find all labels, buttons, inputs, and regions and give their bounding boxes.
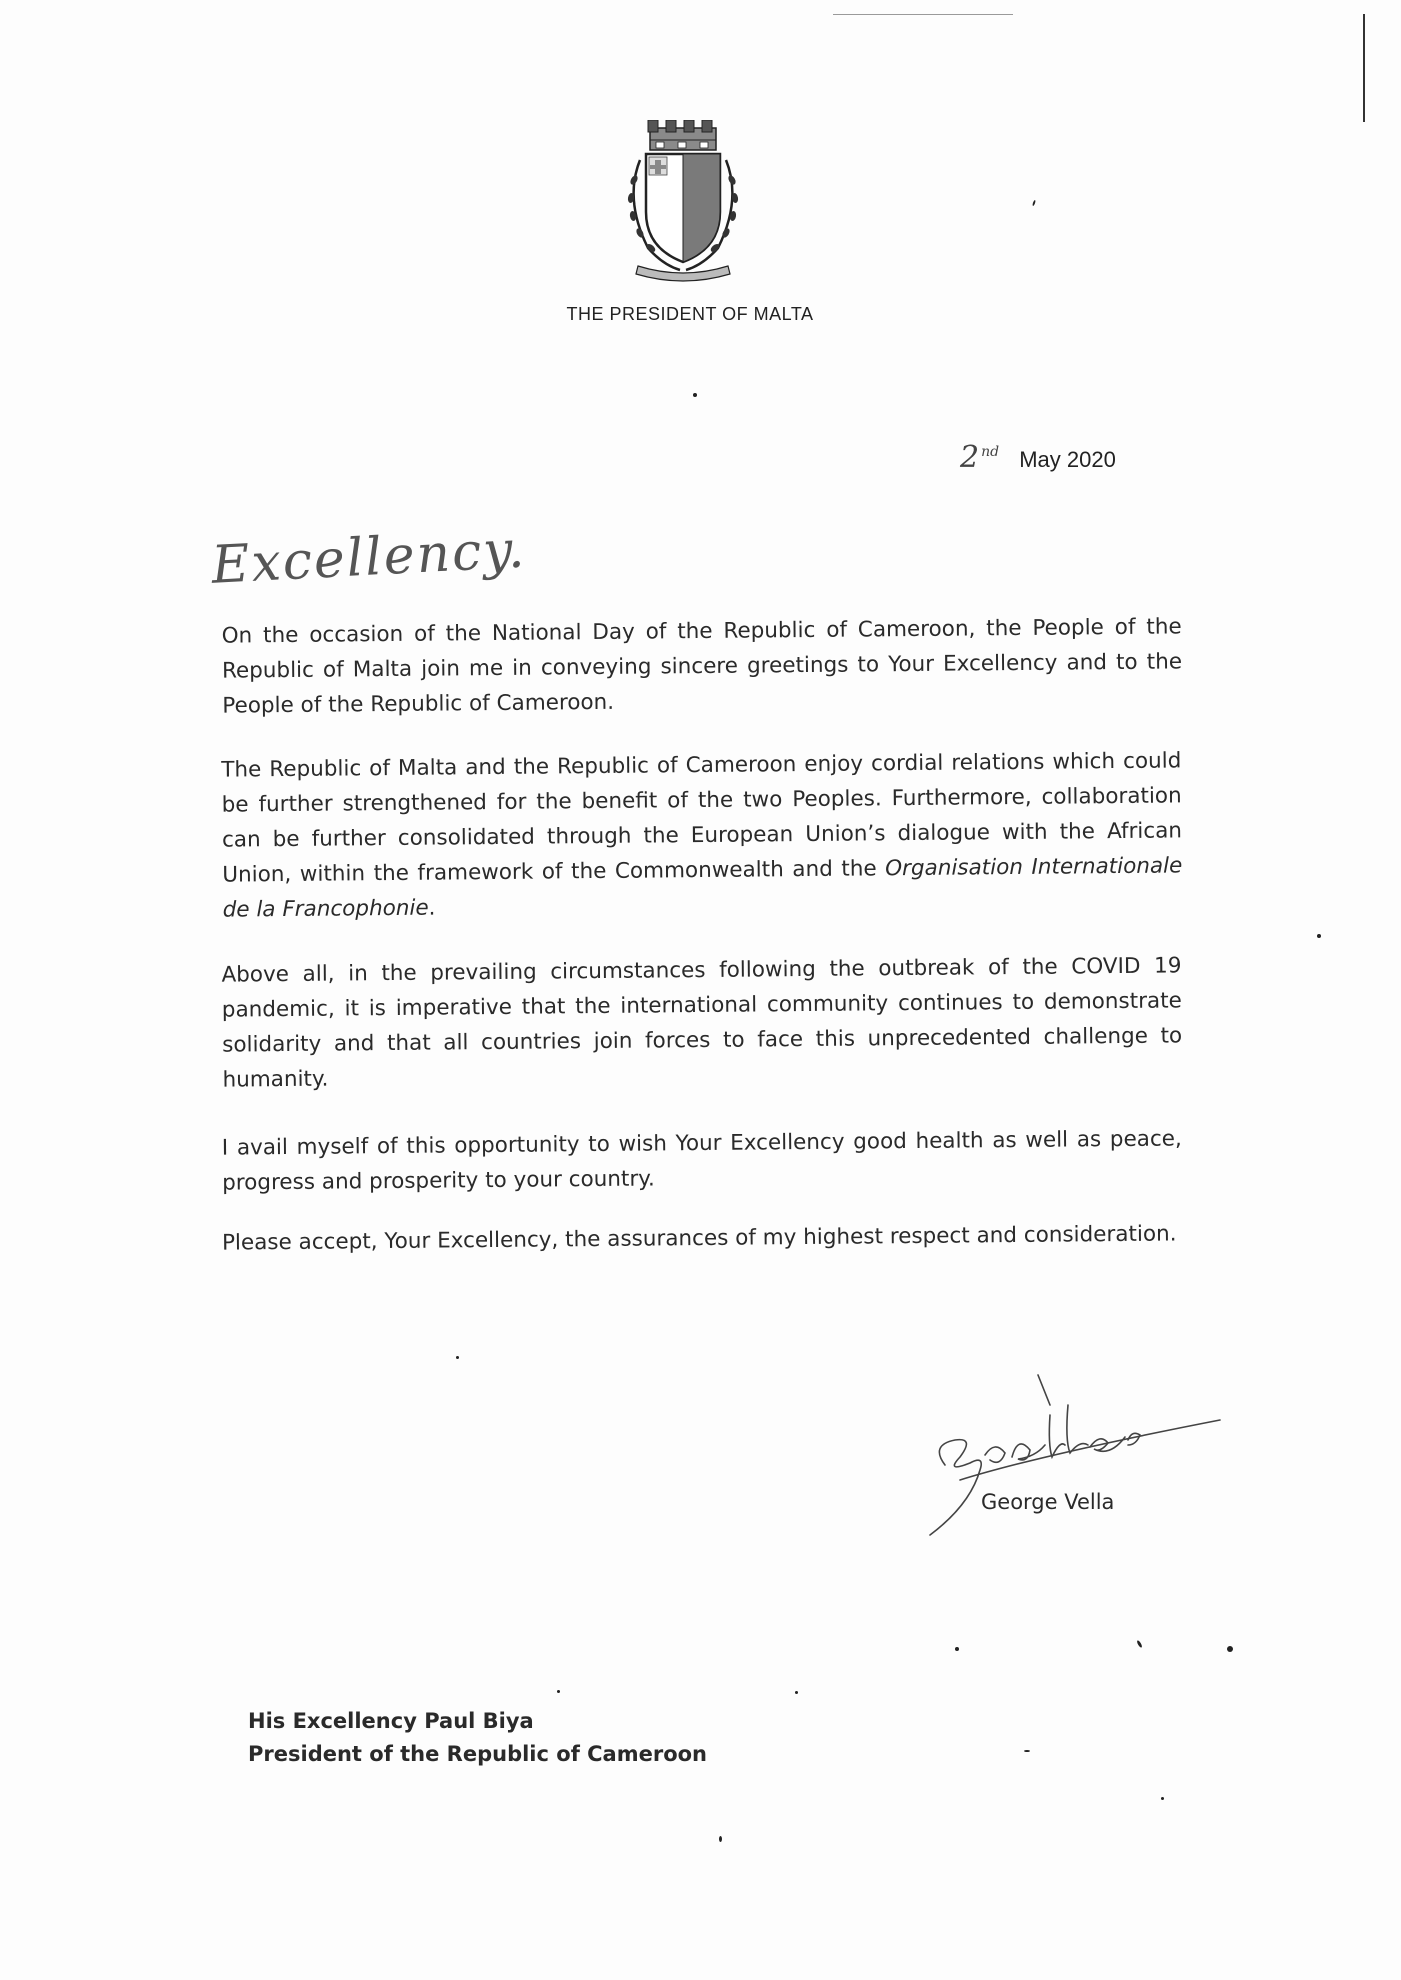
- malta-coat-of-arms-icon: [618, 120, 748, 285]
- addressee-title: President of the Republic of Cameroon: [248, 1742, 708, 1766]
- scan-speck: [1032, 200, 1036, 206]
- paragraph-covid: Above all, in the prevailing circumstances following the outbreak of the COVID 19 pandemic, it is imperative that the international community continues to demonstrate solidarity and that all countries join forces to face this unprecedented challenge to humanity.: [221, 953, 1183, 1093]
- scan-speck: [1317, 934, 1321, 938]
- handwritten-signature: [900, 1345, 1230, 1545]
- scan-speck: [1227, 1646, 1233, 1652]
- scan-artifact-edge: [1363, 14, 1365, 122]
- addressee-block: [248, 1705, 707, 1771]
- letterhead-title: THE PRESIDENT OF MALTA: [566, 304, 814, 324]
- letter-date: [960, 440, 1116, 475]
- scan-artifact-line: [833, 14, 1013, 15]
- organisation-name: Organisation Internationale de la Francophonie: [222, 853, 1183, 923]
- scan-speck: [1136, 1640, 1143, 1648]
- date-day-handwritten: 2 $^{nd}$: [960, 440, 1000, 475]
- scan-speck: [955, 1647, 959, 1651]
- scan-speck: [795, 1691, 798, 1694]
- scan-speck: [456, 1356, 459, 1359]
- scan-speck: [719, 1836, 722, 1842]
- handwritten-salutation: Excellency.: [210, 519, 528, 596]
- addressee-name: His Excellency Paul Biya: [248, 1709, 534, 1733]
- date-month-year: May 2020: [1019, 447, 1116, 472]
- scan-speck: [1024, 1750, 1030, 1752]
- signer-name: George Vella: [981, 1490, 1115, 1514]
- scan-speck: [557, 1690, 560, 1693]
- scan-speck: [693, 393, 697, 397]
- paragraph-wishes: I avail myself of this opportunity to wish Your Excellency good health as well as peace, progress and prosperity to your country.: [221, 1126, 1182, 1196]
- scan-speck: [1161, 1797, 1164, 1800]
- paragraph-closing: Please accept, Your Excellency, the assurances of my highest respect and consideration.: [221, 1221, 1177, 1256]
- paragraph-greetings: On the occasion of the National Day of the Republic of Cameroon, the People of the Republic of Malta join me in conveying sincere greetings to Your Excellency and to the People of the Republic of Cameroon.: [221, 614, 1183, 719]
- paragraph-relations: The Republic of Malta and the Republic of Cameroon enjoy cordial relations which could be further strengthened for the benefit of the two Peoples. Furthermore, collaboration can be further consolidated through the European Union’s dialogue with the African Union, within the framework of the Commonwealth and the Organisation Internationale de la Francophonie.: [221, 748, 1183, 923]
